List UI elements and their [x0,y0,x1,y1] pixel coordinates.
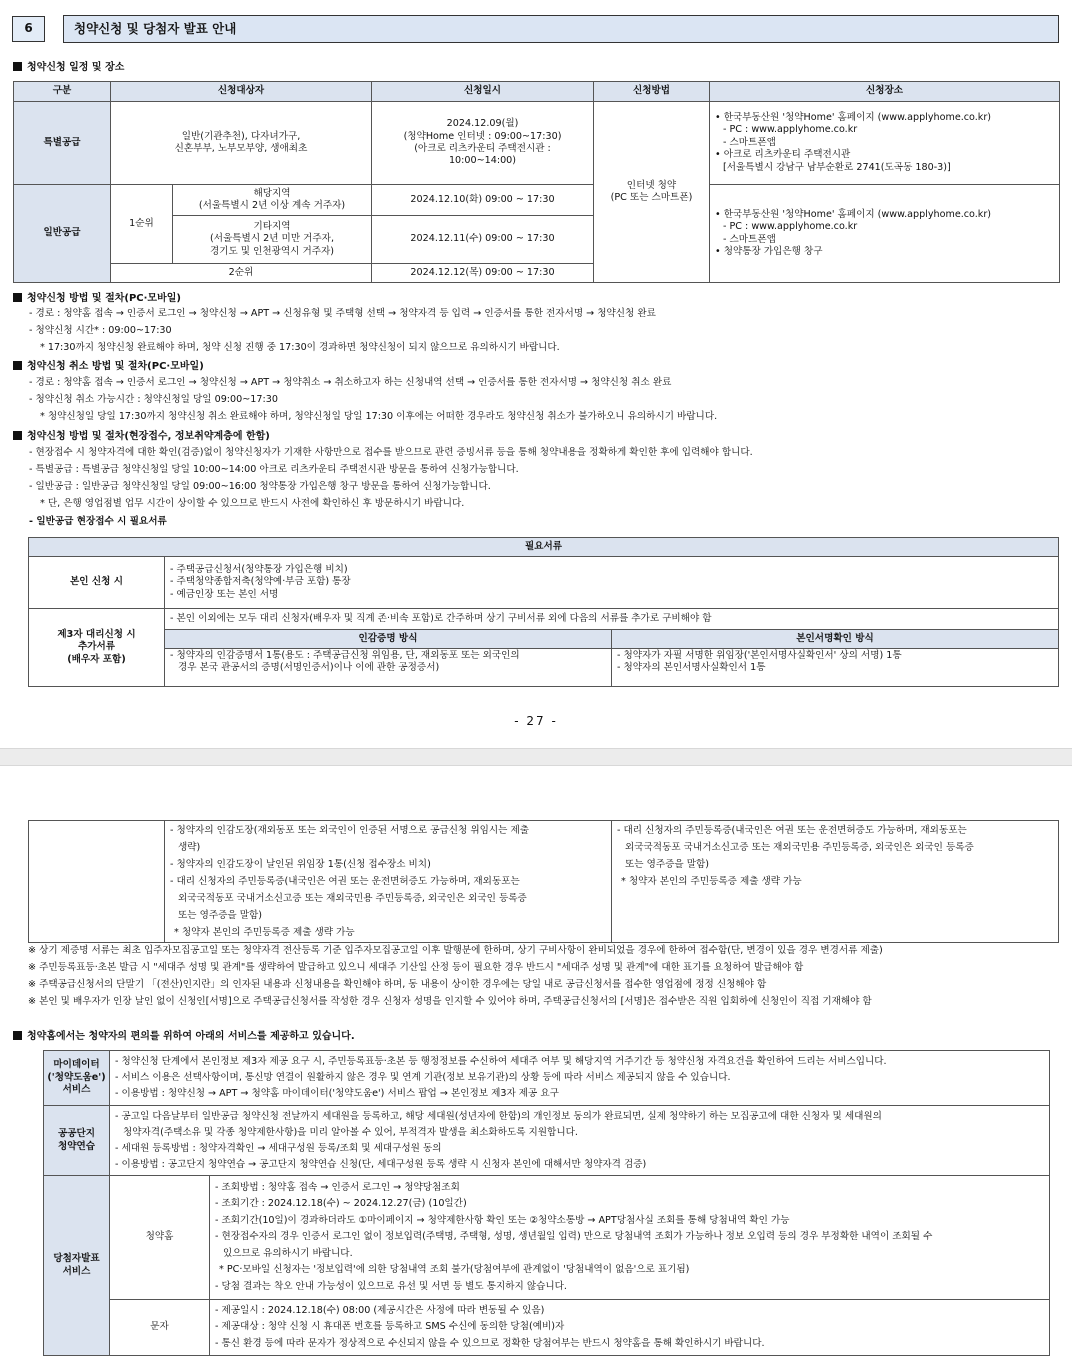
note-line: ※ 주민등록표등·초본 발급 시 "세대주 성명 및 관계"를 생략하여 발급하고 있으니 세대주 기산일 산정 등이 필요한 경우 반드시 "세대주 성명 및 관계"에 대한 표기를 요청하여 발급해야 함 [28,962,804,973]
practice-items: - 공고일 다음날부터 일반공급 청약신청 전날까지 세대원을 등록하고, 해당 세대원(성년자에 한함)의 개인정보 동의가 완료되면, 실제 청약하기 하는 모집공고에 대한 신청자 및 세대원의 청약자격(주택소유 및 각종 청약제한사항)을 미리 알아볼 수 있어, 부적격자 발생을 최소화하도록 지원합니다. - 세대원 등록방법 : 청약자격확인 → 세대구성원 등록/조회 및 세대구성원 동의 - 이용방법 : 공고단지 청약연습 → 공고단지 청약연습 신청(단, 세대구성원 등록 생략 시 신청자 본인에 대해서만 청약자격 검증) [110,1106,1050,1176]
note-line: ※ 주택공급신청서의 단말기 「(전산)인지란」의 인자된 내용과 신청내용을 확인해야 하며, 동 내용이 상이한 경우에는 당일 내로 공급신청서를 접수한 영업점에 정정 신청해야 함 [28,979,767,990]
pc-apply-line: - 경로 : 청약홈 접속 → 인증서 로그인 → 청약신청 → APT → 신청유형 및 주택형 선택 → 청약자격 등 입력 → 인증서를 통한 전자서명 → 청약신청 완료 [29,308,656,319]
section-title: 청약신청 및 당첨자 발표 안내 [63,15,1059,43]
schedule-heading [13,61,124,74]
practice-label: 공공단지 청약연습 [44,1106,110,1176]
pc-apply-note: * 17:30까지 청약신청 완료해야 하며, 청약 신청 진행 중 17:30이 경과하면 청약신청이 되지 않으므로 유의하시기 바랍니다. [40,342,560,353]
cancel-line: - 청약신청 취소 가능시간 : 청약신청일 당일 09:00~17:30 [29,394,278,405]
schedule-table [13,81,1060,283]
rank2-datetime: 2024.12.12(목) 09:00 ~ 17:30 [372,264,594,283]
onsite-note: * 단, 은행 영업점별 업무 시간이 상이할 수 있으므로 반드시 사전에 확인하신 후 방문하시기 바랍니다. [40,498,465,509]
cancel-note: * 청약신청일 당일 17:30까지 청약신청 취소 완료해야 하며, 청약신청일 당일 17:30 이후에는 어떠한 경우라도 청약신청 취소가 불가하오니 유의하시기 바랍니다. [40,411,718,422]
docs-table-continued [28,820,1059,943]
winner-label: 당첨자발표 서비스 [44,1176,110,1356]
services-heading: 청약홈에서는 청약자의 편의를 위하여 아래의 서비스를 제공하고 있습니다. [13,1030,355,1043]
onsite-docs-subheading: - 일반공급 현장접수 시 필요서류 [29,516,167,527]
apply-method: 인터넷 청약 (PC 또는 스마트폰) [594,102,710,283]
docs-table [28,537,1059,687]
special-target: 일반(기관추천), 다자녀가구, 신혼부부, 노부모부양, 생애최초 [111,102,372,185]
col-header: 신청방법 [594,82,710,102]
self-apply-docs: - 주택공급신청서(청약통장 가입은행 비치) - 주택청약종합저축(청약예·부금 포함) 통장 - 예금인장 또는 본인 서명 [165,557,1059,609]
sms-label: 문자 [110,1300,210,1356]
sign-docs: - 청약자가 자필 서명한 위임장('본인서명사실확인서' 상의 서명) 1통 - 청약자의 본인서명사실확인서 1통 [612,649,1059,687]
onsite-line: - 일반공급 : 일반공급 청약신청일 당일 09:00~16:00 청약통장 가입은행 창구 방문을 통하여 신청가능합니다. [29,481,491,492]
col-header-seal: 인감증명 방식 [165,630,612,649]
seal-docs: - 청약자의 인감증명서 1통(용도 : 주택공급신청 위임용, 단, 재외동포 또는 외국인의 경우 본국 관공서의 증명(서명인증서)이나 이에 관한 공정증서) [165,649,612,687]
proxy-note: - 본인 이외에는 모두 대리 신청자(배우자 및 직계 존·비속 포함)로 간주하며 상기 구비서류 외에 다음의 서류를 추가로 구비해야 함 [165,609,1059,630]
mydata-items: - 청약신청 단계에서 본인정보 제3자 제공 요구 시, 주민등록표등·초본 등 행정정보를 수신하여 세대주 여부 및 해당지역 거주기간 등 청약신청 자격요건을 확인하여 드리는 서비스입니다. - 서비스 이용은 선택사항이며, 통신망 연결이 원활하지 않은 경우 및 연계 기관(정보 보유기관)의 상황 등에 따라 서비스 제공되지 않을 수 있습니다. - 이용방법 : 청약신청 → APT → 청약홈 마이데이터('청약도움e') 서비스 팝업 → 본인정보 제3자 제공 요구 [110,1051,1050,1106]
general-place: • 한국부동산원 '청약Home' 홈페이지 (www.applyhome.co.kr) - PC : www.applyhome.co.kr - 스마트폰앱 • 청약통장 가입은행 창구 [710,185,1060,283]
rank2-label: 2순위 [111,264,372,283]
note-line: ※ 본인 및 배우자가 인장 날인 없이 신청인[서명]으로 주택공급신청서를 작성한 경우 신청자 성명을 인지할 수 있어야 하며, 주택공급신청서의 [서명]은 접수받은 직원 입회하에 신청인이 직접 기재해야 함 [28,996,872,1007]
note-line: ※ 상기 제증명 서류는 최초 입주자모집공고일 또는 청약자격 전산등록 기준 입주자모집공고일 이후 발행분에 한하며, 상기 구비사항이 완비되었을 경우에 한하여 접수함(단, 변경이 있을 경우 변경서류 제출) [28,945,883,956]
cancel-heading: 청약신청 취소 방법 및 절차(PC·모바일) [13,360,204,373]
schedule-heading-text: 청약신청 일정 및 장소 [27,62,125,73]
local-area: 해당지역 (서울특별시 2년 이상 계속 거주자) [173,185,372,216]
col-header: 신청대상자 [111,82,372,102]
mydata-label: 마이데이터 ('청약도움e') 서비스 [44,1051,110,1106]
page-number: - 27 - [514,714,558,728]
proxy-label-continued [29,821,165,943]
page-break [0,748,1072,766]
sms-items: - 제공일시 : 2024.12.18(수) 08:00 (제공시간은 사정에 따라 변동될 수 있음) - 제공대상 : 청약 신청 시 휴대폰 번호를 등록하고 SMS 수신에 동의한 당첨(예비)자 - 통신 환경 등에 따라 문자가 정상적으로 수신되지 않을 수 있으므로 정확한 당첨여부는 반드시 청약홈을 통해 확인하시기 바랍니다. [210,1300,1050,1356]
self-apply-label: 본인 신청 시 [29,557,165,609]
web-items: - 조회방법 : 청약홈 접속 → 인증서 로그인 → 청약당첨조회 - 조회기간 : 2024.12.18(수) ~ 2024.12.27(금) (10일간) - 조회기간(10일)이 경과하더라도 ①마이페이지 → 청약제한사항 확인 또는 ②청약소통방 → APT당첨사실 조회를 통해 당첨내역 확인 가능 - 현장접수자의 경우 인증서 로그인 없이 정보입력(주택명, 주택형, 성명, 생년월일 입력) 만으로 당첨내역 조회가 가능하나 정보 오입력 등의 경우 부정확한 내역이 조회될 수 있으므로 유의하시기 바랍니다. * PC·모바일 신청자는 '정보입력'에 의한 당첨내역 조회 불가(당첨여부에 관계없이 '당첨내역이 없음'으로 표기됨) - 당첨 결과는 착오 안내 가능성이 있으므로 유선 및 서면 등 별도 통지하지 않습니다. [210,1176,1050,1300]
section-number: 6 [12,16,45,42]
onsite-heading: 청약신청 방법 및 절차(현장접수, 정보취약계층에 한함) [13,430,270,443]
local-datetime: 2024.12.10(화) 09:00 ~ 17:30 [372,185,594,216]
special-datetime: 2024.12.09(월) (청약Home 인터넷 : 09:00~17:30) (아크로 리츠카운티 주택전시관 : 10:00~14:00) [372,102,594,185]
proxy-apply-label: 제3자 대리신청 시 추가서류 (배우자 포함) [29,609,165,687]
web-label: 청약홈 [110,1176,210,1300]
other-area: 기타지역 (서울특별시 2년 미만 거주자, 경기도 및 인천광역시 거주자) [173,216,372,264]
row-label-general: 일반공급 [14,185,111,283]
onsite-line: - 특별공급 : 특별공급 청약신청일 당일 10:00~14:00 아크로 리츠카운티 주택전시관 방문을 통하여 신청가능합니다. [29,464,519,475]
row-label-special: 특별공급 [14,102,111,185]
docs-header: 필요서류 [29,538,1059,557]
special-place: • 한국부동산원 '청약Home' 홈페이지 (www.applyhome.co.kr) - PC : www.applyhome.co.kr - 스마트폰앱 • 아크로 리츠카운티 주택전시관 [서울특별시 강남구 남부순환로 2741(도곡동 180-3)] [710,102,1060,185]
sign-docs-continued: - 대리 신청자의 주민등록증(내국인은 여권 또는 운전면허증도 가능하며, 재외동포는 외국국적동포 국내거소신고증 또는 재외국민용 주민등록증, 외국인은 외국인 등록증 또는 영주증을 말함) * 청약자 본인의 주민등록증 제출 생략 가능 [612,821,1059,943]
pc-apply-line: - 청약신청 시간* : 09:00~17:30 [29,325,172,336]
other-datetime: 2024.12.11(수) 09:00 ~ 17:30 [372,216,594,264]
col-header: 신청장소 [710,82,1060,102]
col-header-sign: 본인서명확인 방식 [612,630,1059,649]
pc-apply-heading: 청약신청 방법 및 절차(PC·모바일) [13,292,181,305]
seal-docs-continued: - 청약자의 인감도장(재외동포 또는 외국인이 인증된 서명으로 공급신청 위임시는 제출 생략) - 청약자의 인감도장이 날인된 위임장 1통(신청 접수장소 비치) - 대리 신청자의 주민등록증(내국인은 여권 또는 운전면허증도 가능하며, 재외동포는 외국국적동포 국내거소신고증 또는 재외국민용 주민등록증, 외국인은 외국인 등록증 또는 영주증을 말함) * 청약자 본인의 주민등록증 제출 생략 가능 [165,821,612,943]
col-header: 신청일시 [372,82,594,102]
col-header: 구분 [14,82,111,102]
onsite-line: - 현장접수 시 청약자격에 대한 확인(검증)없이 청약신청자가 기재한 사항만으로 접수를 받으므로 관련 증빙서류 등을 통해 청약내용을 정확하게 확인한 후에 입력해야 합니다. [29,447,753,458]
rank1-label: 1순위 [111,185,173,264]
cancel-line: - 경로 : 청약홈 접속 → 인증서 로그인 → 청약신청 → APT → 청약취소 → 취소하고자 하는 신청내역 선택 → 인증서를 통한 전자서명 → 청약신청 취소 완료 [29,377,672,388]
services-table [43,1050,1050,1356]
